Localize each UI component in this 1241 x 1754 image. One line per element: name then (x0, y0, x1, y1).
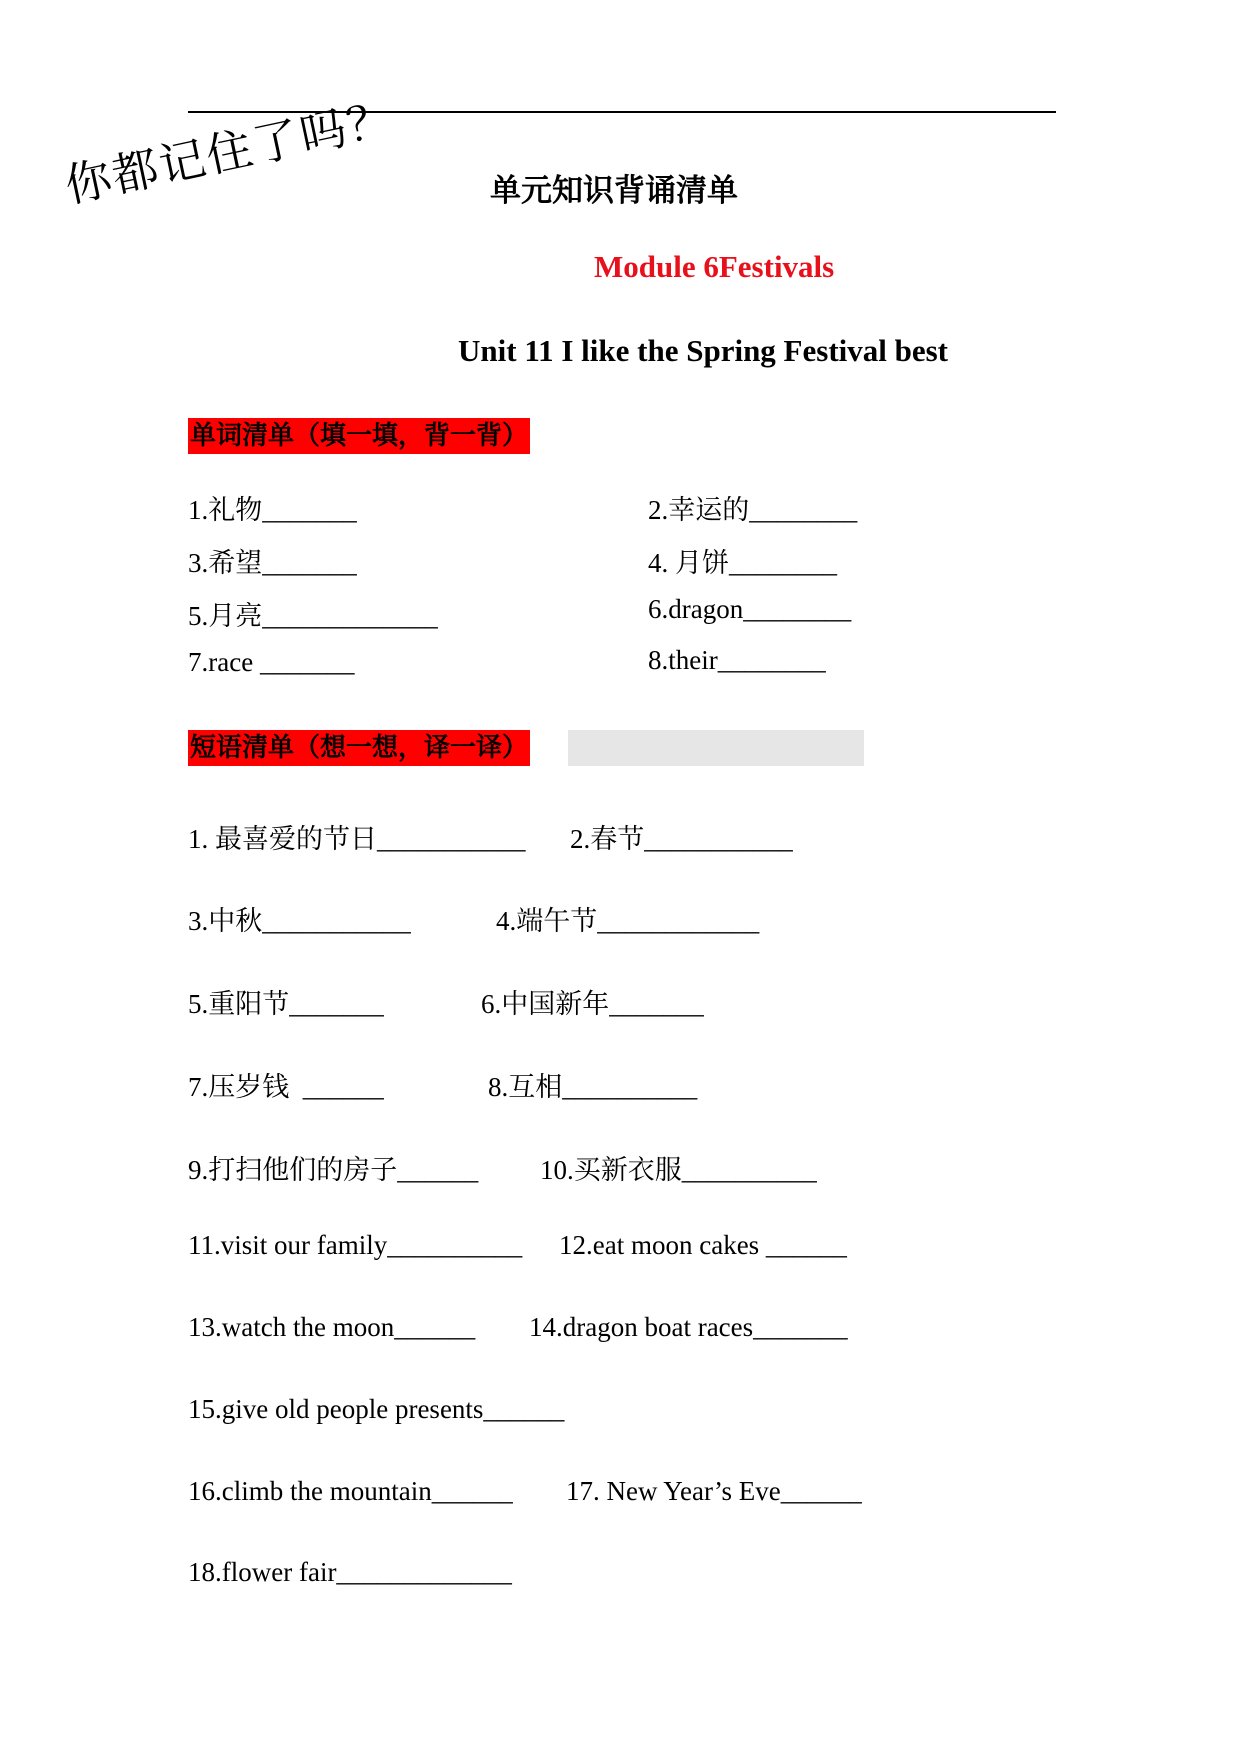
page-title: 单元知识背诵清单 (490, 173, 738, 209)
phrase-item-5: 5.重阳节_______ (188, 989, 384, 1019)
handwritten-note: 你都记住了吗？ (60, 90, 401, 214)
word-item-4: 4. 月饼________ (648, 548, 837, 578)
phrase-item-1: 1. 最喜爱的节日___________ (188, 824, 526, 854)
word-item-7: 7.race _______ (188, 647, 355, 677)
phrase-item-11: 11.visit our family__________ (188, 1230, 523, 1260)
phrase-item-7: 7.压岁钱 ______ (188, 1072, 384, 1102)
phrase-item-9: 9.打扫他们的房子______ (188, 1155, 479, 1185)
word-item-3: 3.希望_______ (188, 548, 357, 578)
module-title: Module 6Festivals (594, 249, 835, 284)
word-item-1: 1.礼物_______ (188, 495, 357, 525)
phrase-item-12: 12.eat moon cakes ______ (559, 1230, 847, 1260)
words-section-heading: 单词清单（填一填，背一背） (188, 418, 530, 454)
phrases-section-heading: 短语清单（想一想，译一译） (188, 730, 530, 766)
heading-highlight-bar (568, 730, 864, 766)
phrase-item-2: 2.春节___________ (570, 824, 793, 854)
unit-title: Unit 11 I like the Spring Festival best (458, 333, 949, 368)
word-item-6: 6.dragon________ (648, 594, 852, 624)
word-item-5: 5.月亮_____________ (188, 601, 438, 631)
phrase-item-17: 17. New Year’s Eve______ (566, 1476, 862, 1506)
phrase-item-8: 8.互相__________ (488, 1072, 698, 1102)
phrase-item-15: 15.give old people presents______ (188, 1394, 565, 1424)
phrase-item-10: 10.买新衣服__________ (540, 1155, 817, 1185)
phrase-item-16: 16.climb the mountain______ (188, 1476, 513, 1506)
word-item-8: 8.their________ (648, 645, 826, 675)
phrase-item-18: 18.flower fair_____________ (188, 1557, 512, 1587)
phrase-item-6: 6.中国新年_______ (481, 989, 704, 1019)
word-item-2: 2.幸运的________ (648, 495, 858, 525)
phrase-item-3: 3.中秋___________ (188, 906, 411, 936)
phrase-item-14: 14.dragon boat races_______ (529, 1312, 848, 1342)
phrase-item-4: 4.端午节____________ (496, 906, 760, 936)
phrase-item-13: 13.watch the moon______ (188, 1312, 476, 1342)
